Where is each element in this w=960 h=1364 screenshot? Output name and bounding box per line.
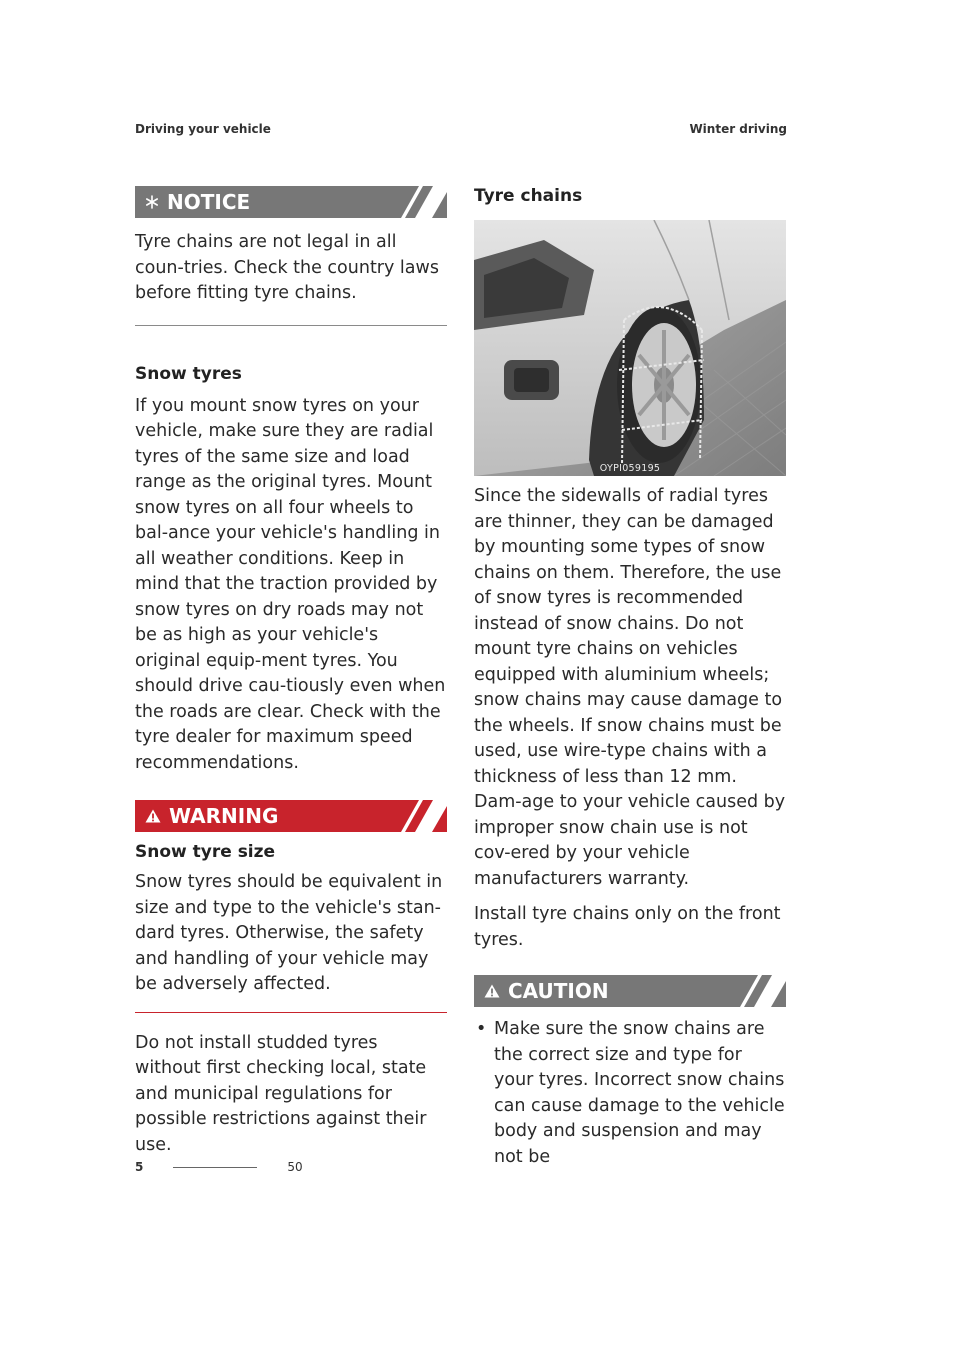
footer-rule <box>173 1167 257 1168</box>
figure-code: OYPI059195 <box>599 463 661 474</box>
tyre-chains-heading: Tyre chains <box>474 186 583 206</box>
header-section-title: Driving your vehicle <box>135 122 271 136</box>
warning-triangle-icon <box>145 809 161 823</box>
list-item <box>474 1017 786 1170</box>
caution-banner <box>474 975 786 1007</box>
footer-section-number: 5 <box>135 1160 144 1174</box>
warning-divider <box>135 1012 447 1013</box>
banner-stripes <box>726 975 786 1007</box>
page-footer <box>135 1160 303 1174</box>
snowflake-icon <box>145 195 159 209</box>
warning-title: Snow tyre size <box>135 842 276 862</box>
banner-stripes <box>387 800 447 832</box>
notice-banner <box>135 186 447 218</box>
notice-text: Tyre chains are not legal in all coun-tries. Check the country laws before fitting tyre chains. <box>135 232 439 303</box>
right-column <box>474 186 786 1170</box>
caution-label: CAUTION <box>508 979 609 1003</box>
snow-tyres-heading: Snow tyres <box>135 363 242 384</box>
footer-page-number: 50 <box>287 1160 303 1174</box>
tyre-chains-figure <box>474 220 786 476</box>
studded-tyres-text: Do not install studded tyres without first checking local, state and municipal regulations for possible restrictions against their use. <box>135 1032 427 1155</box>
car-wheel-illustration <box>474 220 786 476</box>
tyre-chains-text: Since the sidewalls of radial tyres are thinner, they can be damaged by mounting some types of snow chains on them. Therefore, the use of snow tyres is recommended instead of snow chains. Do not mount tyre chains on vehicles equipped with aluminium wheels; snow chains may cause damage to the wheels. If snow chains must be used, use wire-type chains with a thickness of less than 12 mm. Dam-age to your vehicle caused by improper snow chain use is not cov-ered by your vehicle manufacturers warranty. <box>474 486 786 889</box>
snow-tyres-text: If you mount snow tyres on your vehicle, make sure they are radial tyres of the same size and load range as the original tyres. Mount snow tyres on all four wheels to bal-ance your vehicle's handling in all weather conditions. Keep in mind that the traction provided by snow tyres on dry roads may not be as high as your vehicle's original equip-ment tyres. You should drive cau-tiously even when the roads are clear. Check with the tyre dealer for maximum speed recommendations. <box>135 395 446 773</box>
warning-text: Snow tyres should be equivalent in size and type to the vehicle's stan-dard tyres. Otherwise, the safety and handling of your vehicle may be adversely affected. <box>135 872 443 994</box>
caution-triangle-icon <box>484 984 500 998</box>
header-chapter-title: Winter driving <box>689 122 787 136</box>
warning-banner <box>135 800 447 832</box>
banner-stripes <box>387 186 447 218</box>
notice-divider <box>135 325 447 326</box>
warning-label: WARNING <box>169 804 279 828</box>
tyre-chains-front-text: Install tyre chains only on the front tyres. <box>474 904 781 950</box>
bullet-mark: • <box>476 1019 487 1039</box>
notice-label: NOTICE <box>167 190 251 214</box>
caution-list <box>474 1017 786 1170</box>
caution-item-text: Make sure the snow chains are the correct size and type for your tyres. Incorrect snow chains can cause damage to the vehicle body and suspension and may not be <box>494 1019 785 1167</box>
left-column <box>135 186 447 1158</box>
